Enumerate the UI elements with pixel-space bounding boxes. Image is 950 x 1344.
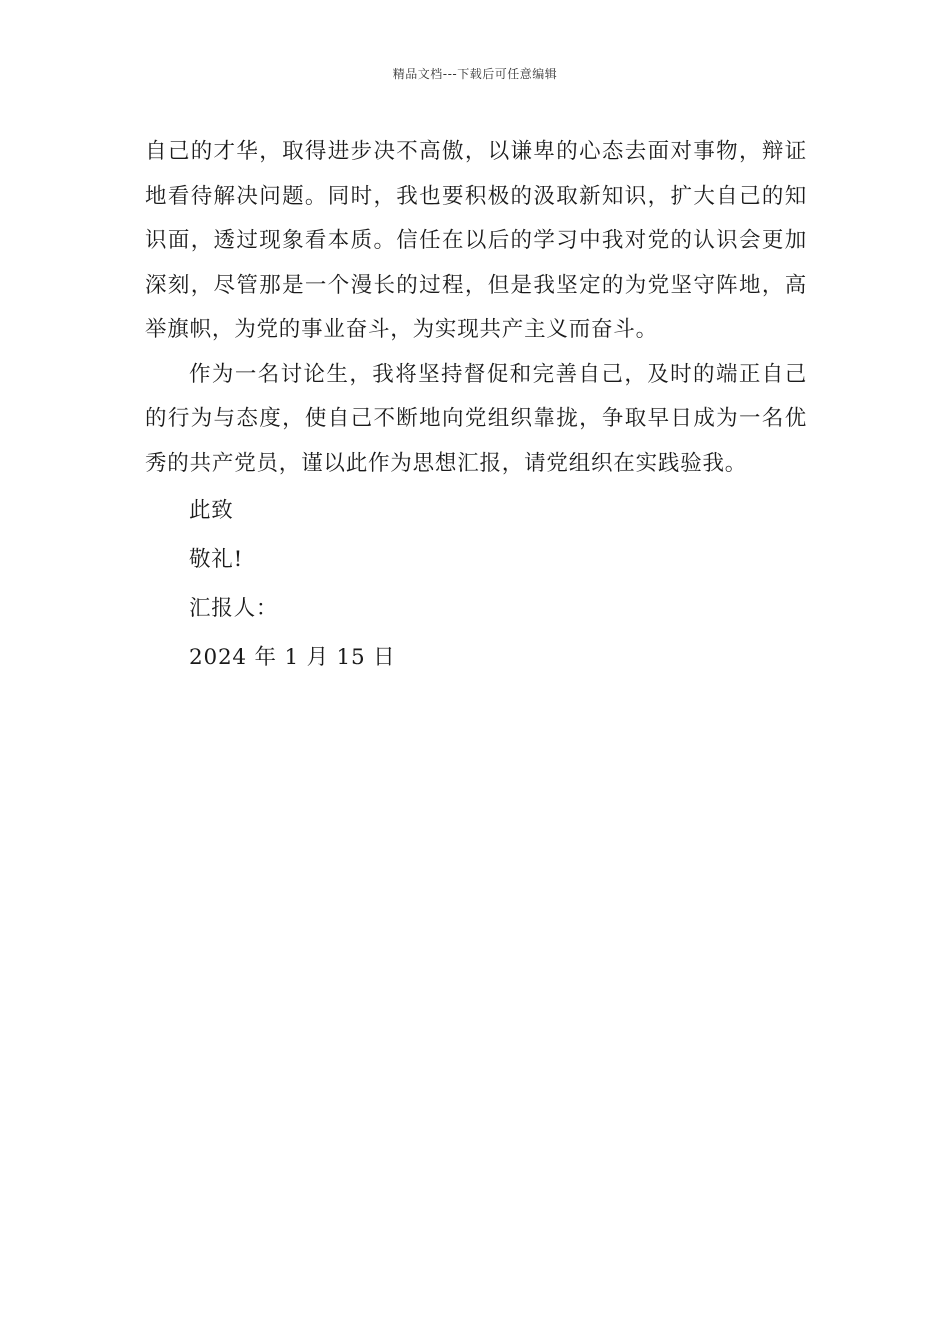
closing-regards: 敬礼!: [189, 547, 244, 572]
reporter-label: 汇报人：: [189, 596, 279, 621]
page-header: 精品文档---下载后可任意编辑: [392, 67, 558, 81]
body-paragraph: 作为一名讨论生，我将坚持督促和完善自己，及时的端正自己的行为与态度，使自己不断地向党组织靠拢，争取早日成为一名优秀的共产党员，谨以此作为思想汇报，请党组织在实践验我。: [145, 361, 807, 476]
document-body: [145, 130, 807, 682]
report-date: 2024 年 1 月 15 日: [189, 645, 396, 670]
body-paragraph-continued: 自己的才华，取得进步决不高傲，以谦卑的心态去面对事物，辩证地看待解决问题。同时，我也要积极的汲取新知识，扩大自己的知识面，透过现象看本质。信任在以后的学习中我对党的认识会更加深刻，尽管那是一个漫长的过程，但是我坚定的为党坚守阵地，高举旗帜，为党的事业奋斗，为实现共产主义而奋斗。: [145, 139, 807, 342]
closing-salutation: 此致: [189, 498, 234, 523]
